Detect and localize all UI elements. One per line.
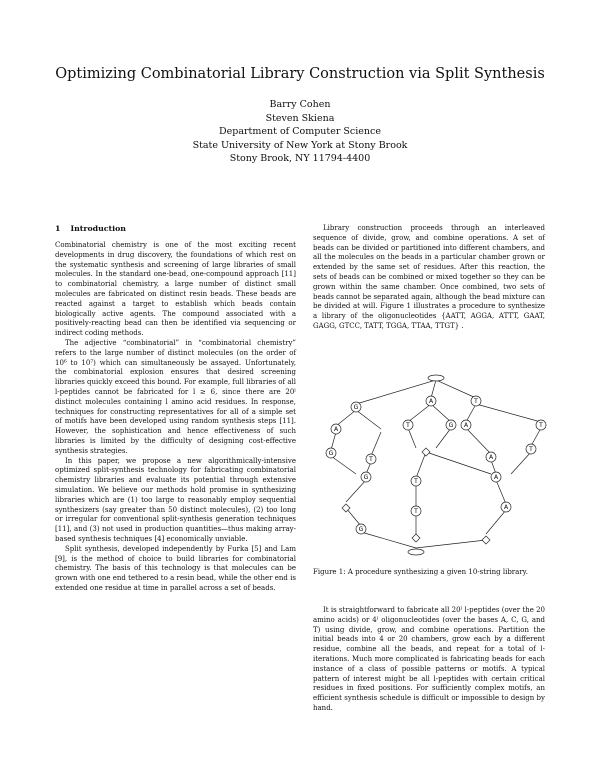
junction-node	[422, 448, 430, 456]
diagram-node	[361, 472, 371, 482]
diagram-edge	[371, 432, 381, 456]
svg-text:G: G	[358, 526, 364, 533]
diagram-node	[491, 472, 501, 482]
diagram-node	[356, 524, 366, 534]
paragraph: Combinatorial chemistry is one of the most exciting recent developments in drug discovery, the foundations of which rest on the systematic synthesis and screening of large libraries of small molecules. In the standard one-bead, one-compound approach [11] to combinatorial chemistry, a large number of distinct small molecules are fabricated on distinct resin beads. These beads are reacted against a target to establish which beads contain biologically active agents. The compound associated with a positively-reacting bead can then be identified via sequencing or indirect coding methods.	[55, 241, 296, 338]
diagram-node	[526, 444, 536, 454]
diagram-node	[461, 420, 471, 430]
diagram-edge	[531, 428, 541, 446]
diagram-edge	[408, 404, 431, 422]
diagram-edge	[416, 540, 486, 548]
diagram-edge	[466, 404, 476, 422]
diagram-edge	[361, 532, 416, 548]
diagram-edge	[356, 410, 381, 429]
svg-text:A: A	[503, 504, 509, 511]
diagram-edge	[331, 432, 336, 450]
affiliation-line: Department of Computer Science	[219, 126, 381, 137]
svg-text:A: A	[333, 426, 339, 433]
diagram-node	[366, 454, 376, 464]
diagram-node	[446, 420, 456, 430]
paragraph: It is straightforward to fabricate all 20ˡ l-peptides (over the 20 amino acids) or 4ˡ oligonucleotides (over the bases A, C, G, and T) using divide, grow, and combine operations. Partition the initial beads into 4 or 20 chambers, grow each by a different residue, combine all the beads, and repeat for a total of l-iterations. Much more complicated is fabricating beads for each instance of a class of possible patterns or motifs. A typical pattern of interest might be all l-peptides with certain critical residues in fixed positions. For sufficiently complex motifs, an efficient synthesis schedule is difficult or impossible to design by hand.	[313, 606, 545, 712]
svg-text:A: A	[463, 422, 469, 429]
diagram-node	[426, 396, 436, 406]
diagram-node	[326, 448, 336, 458]
svg-text:A: A	[493, 474, 499, 481]
diagram-node	[486, 452, 496, 462]
end-node	[408, 549, 424, 555]
diagram-edge	[336, 410, 356, 426]
diagram-edge	[486, 510, 506, 534]
affiliation-line: State University of New York at Stony Brook	[192, 139, 408, 151]
diagram-edge	[346, 480, 366, 502]
diagram-edge	[356, 380, 436, 404]
diagram-edge	[346, 508, 361, 526]
svg-text:T: T	[474, 398, 478, 405]
svg-text:T: T	[406, 422, 410, 429]
figure-caption: Figure 1: A procedure synthesizing a given 10-string library.	[313, 568, 528, 576]
junction-node	[482, 536, 490, 544]
diagram-edge	[431, 380, 436, 398]
svg-text:T: T	[369, 456, 373, 463]
diagram-node	[331, 424, 341, 434]
diagram-edge	[426, 452, 491, 474]
svg-text:G: G	[448, 422, 454, 429]
diagram-node	[351, 402, 361, 412]
diagram-edge	[476, 404, 541, 422]
right-column-bottom	[313, 606, 545, 714]
right-column-top	[313, 224, 545, 332]
diagram-edge	[466, 428, 491, 454]
left-column	[55, 241, 296, 594]
junction-node	[342, 504, 350, 512]
diagram-edge	[436, 428, 451, 448]
diagram-node	[403, 420, 413, 430]
svg-text:T: T	[414, 478, 418, 485]
svg-text:G: G	[353, 404, 359, 411]
diagram-node	[411, 476, 421, 486]
svg-text:A: A	[428, 398, 434, 405]
diagram-edge	[431, 404, 451, 422]
diagram-edge	[331, 456, 356, 474]
svg-text:A: A	[488, 454, 494, 461]
paper-title: Optimizing Combinatorial Library Construction via Split Synthesis	[55, 66, 545, 82]
diagram-edges	[328, 380, 541, 548]
diagram-edge	[496, 480, 506, 504]
diagram-edge	[416, 452, 426, 478]
paragraph: Library construction proceeds through an interleaved sequence of divide, grow, and combine operations. A set of beads can be divided or partitioned into different chambers, and all the molecules on the beads in a particular chamber grown or extended by the same set of residues. After this reaction, the sets of beads can be combined or mixed together so they can be grown within the same chamber. Once combined, two sets of beads cannot be separated again, although the bead mixture can be divided at will. Figure 1 illustrates a procedure to synthesize a library of the oligonucleotides {AATT, AGGA, ATTT, GAAT, GAGG, GTCC, TATT, TGGA, TTAA, TTGT} .	[313, 224, 545, 330]
section-heading	[55, 224, 126, 233]
svg-text:T: T	[414, 508, 418, 515]
paragraph: In this paper, we propose a new algorithmically-intensive optimized split-synthesis technology for fabricating combinatorial chemistry libraries and evaluate its potential through extensive simulation. We believe our methods hold promise in synthesizing libraries which are (1) too large to reasonably employ sequential synthesizers (say greater than 50 distinct molecules), (2) too long or irregular for conventional split-synthesis generation techniques [11], and (3) not used in production quantities—thus making array-based synthesis techniques [4] economically unviable.	[55, 456, 296, 543]
diagram-edge	[436, 380, 476, 398]
svg-text:G: G	[363, 474, 369, 481]
section-number: 1	[55, 224, 61, 233]
diagram-node	[471, 396, 481, 406]
junction-node	[412, 534, 420, 542]
author-block	[0, 98, 600, 166]
paragraph: The adjective “combinatorial” in “combinatorial chemistry” refers to the large number of distinct molecules (on the order of 10⁶ to 10⁷) which can simultaneously be assayed. Unfortunately, the combinatorial explosion ensures that desired screening libraries quickly exceed this bound. For example, full libraries of all l-peptides cannot be fabricated for l ≥ 6, since there are 20ˡ distinct molecules containing l amino acid residues. In response, techniques for constructing representatives for all of a simple set of motifs have been developed using random synthesis steps [11]. However, the sophistication and hence effectiveness of such libraries is limited by the difficulty of designing cost-effective synthesis strategies.	[55, 338, 296, 455]
affiliation-line: Stony Brook, NY 11794-4400	[229, 153, 371, 164]
start-node	[428, 375, 444, 381]
synthesis-diagram	[316, 374, 566, 564]
svg-text:T: T	[539, 422, 543, 429]
paragraph: Split synthesis, developed independently by Furka [5] and Lam [9], is the method of choice to build libraries for combinatorial chemistry. The basis of this technology is that molecules can be grown with one end tethered to a resin bead, while the other end is extended one residue at time in parallel across a set of beads.	[55, 544, 296, 592]
diagram-edge	[511, 452, 531, 474]
svg-text:G: G	[328, 450, 334, 457]
diagram-node	[536, 420, 546, 430]
diagram-node	[411, 506, 421, 516]
author-name: Barry Cohen	[269, 99, 331, 110]
diagram-nodes	[326, 396, 546, 534]
diagram-edge	[408, 428, 416, 448]
diagram-node	[501, 502, 511, 512]
author-name: Steven Skiena	[265, 112, 335, 124]
section-title: Introduction	[70, 224, 126, 233]
svg-text:T: T	[529, 446, 533, 453]
